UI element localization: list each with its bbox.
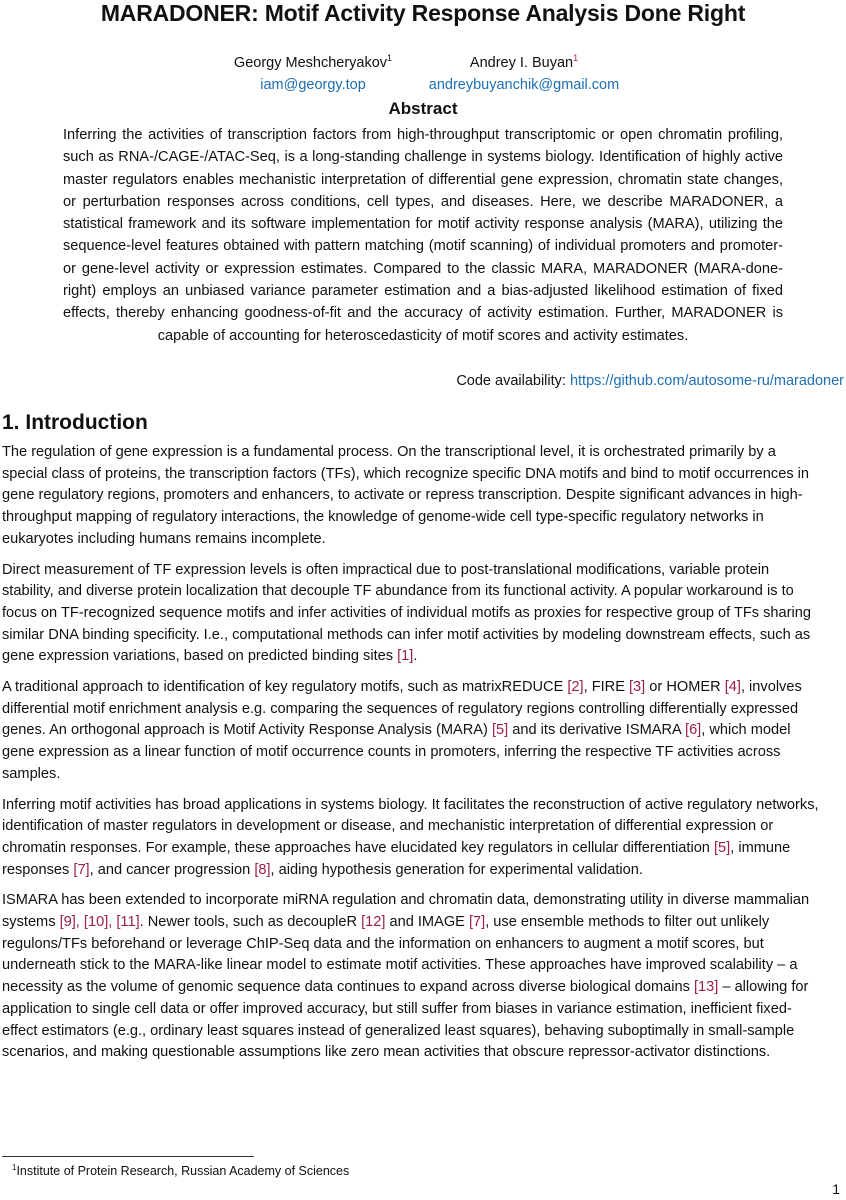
paragraph-text: ISMARA has been extended to incorporate miRNA regulation and chromatin data, demonstrating utility in diverse mammalian systems bbox=[2, 892, 810, 931]
paragraph-text: . Newer tools, such as decoupleR bbox=[139, 914, 362, 931]
author-email-link[interactable]: andreybuyanchik@gmail.com bbox=[428, 76, 620, 93]
author-affiliation-mark: 1 bbox=[387, 53, 393, 63]
code-availability bbox=[456, 373, 844, 389]
introduction-paragraph bbox=[2, 442, 820, 551]
code-availability-label: Code availability: bbox=[456, 373, 566, 389]
author-2 bbox=[404, 48, 644, 96]
affiliation-footnote bbox=[12, 1163, 349, 1178]
author-name-text: Andrey I. Buyan bbox=[469, 54, 574, 71]
paragraph-text: Direct measurement of TF expression levels is often impractical due to post-translational modifications, variable protein stability, and diverse protein localization that decouple TF abundance from its functional activity. A popular workaround is to focus on TF-recognized sequence motifs and infer activities of individual motifs as proxies for respective group of TFs sharing similar DNA binding specificity. I.e., computational methods can infer motif activities by modeling downstream effects, such as gene expression variations, based on predicted binding sites bbox=[2, 561, 811, 665]
code-repository-link[interactable]: https://github.com/autosome-ru/maradoner bbox=[569, 373, 844, 389]
paragraph-text: , use ensemble methods to filter out unlikely regulons/TFs beforehand or leverage ChIP-Seq data and the information on enhancers to augment a motif scores, but underneath stick to the MARA-like linear model to estimate motif activities. These approaches have improved scalability – a necessity as the volume of genomic sequence data continues to expand across diverse biological domains bbox=[2, 914, 798, 996]
citation-link[interactable]: [1] bbox=[397, 648, 414, 665]
author-name-text: Georgy Meshcheryakov bbox=[233, 54, 388, 71]
paragraph-text: , aiding hypothesis generation for experimental validation. bbox=[270, 861, 643, 878]
author-email-link[interactable]: iam@georgy.top bbox=[260, 76, 366, 93]
paragraph-text: and IMAGE bbox=[385, 914, 469, 931]
author-name bbox=[208, 48, 418, 74]
citation-link[interactable]: [8] bbox=[254, 861, 271, 878]
paragraph-text: , which model gene expression as a linear function of motif occurrence counts in promoters, inferring the respective TF activities across samples. bbox=[2, 722, 791, 782]
introduction-paragraph bbox=[2, 560, 820, 669]
introduction-paragraph bbox=[2, 890, 820, 1064]
paragraph-text: , FIRE bbox=[583, 679, 629, 696]
citation-link[interactable]: [13] bbox=[694, 979, 719, 996]
author-1 bbox=[208, 48, 418, 96]
author-name bbox=[404, 48, 644, 74]
paragraph-text: . bbox=[413, 648, 418, 665]
abstract-text: Inferring the activities of transcription factors from high-throughput transcriptomic or open chromatin profiling, such as RNA-/CAGE-/ATAC-Seq, is a long-standing challenge in systems biology. Identification of highly active master regulators enables mechanistic interpretation of differential gene expression, chromatin state changes, or perturbation responses across conditions, cell types, and diseases. Here, we describe MARADONER, a statistical framework and its software implementation for motif activity response analysis (MARA), utilizing the sequence-level features obtained with pattern matching (motif scanning) of individual promoters and promoter- or gene-level activity or expression estimates. Compared to the classic MARA, MARADONER (MARA-done-right) employs an unbiased variance parameter estimation and a bias-adjusted likelihood estimation of fixed effects, thereby enhancing goodness-of-fit and the accuracy of activity estimation. Further, MARADONER is capable of accounting for heteroscedasticity of motif scores and activity estimates. bbox=[63, 127, 783, 344]
paragraph-text: or HOMER bbox=[645, 679, 725, 696]
paragraph-text: , and cancer progression bbox=[89, 861, 255, 878]
introduction-paragraph bbox=[2, 795, 820, 882]
section-heading-introduction bbox=[2, 411, 148, 435]
citation-link[interactable]: [9], [10], [11] bbox=[59, 914, 140, 931]
paragraph-text: – allowing for application to single cell data or offer improved accuracy, but still suffer from biases in variance estimation, inefficient fixed-effect estimators (e.g., ordinary least squares instead of generalized least squares), behaving suboptimally in small-sample scenarios, and making questionable assumptions like zero mean activities that obscure repressor-activator distinctions. bbox=[2, 979, 809, 1061]
paragraph-text: Inferring motif activities has broad applications in systems biology. It facilitates the reconstruction of active regulatory networks, identification of master regulators in development or disease, and mechanistic interpretation of differential expression or chromatin responses. For example, these approaches have elucidated key regulators in cellular differentiation bbox=[2, 796, 819, 856]
footnote-mark: 1 bbox=[12, 1163, 17, 1172]
introduction-paragraph bbox=[2, 677, 820, 786]
citation-link[interactable]: [2] bbox=[567, 679, 584, 696]
paragraph-text: The regulation of gene expression is a fundamental process. On the transcriptional level, it is orchestrated primarily by a special class of proteins, the transcription factors (TFs), which recognize specific DNA motifs and bind to motif occurrences in gene regulatory regions, promoters and enhancers, to activate or repress transcription. Despite significant advances in high-throughput mapping of regulatory interactions, the knowledge of genome-wide cell type-specific regulatory networks in eukaryotes including humans remains incomplete. bbox=[2, 444, 810, 547]
citation-link[interactable]: [5] bbox=[713, 839, 731, 856]
footnote-rule bbox=[2, 1156, 254, 1157]
introduction-body bbox=[2, 442, 820, 1073]
citation-link[interactable]: [5] bbox=[491, 722, 509, 739]
paragraph-text: and its derivative ISMARA bbox=[508, 722, 686, 739]
citation-link[interactable]: [7] bbox=[73, 861, 90, 878]
citation-link[interactable]: [12] bbox=[361, 914, 386, 931]
section-number: 1. bbox=[2, 411, 20, 434]
citation-link[interactable]: [7] bbox=[468, 914, 486, 931]
page-number: 1 bbox=[832, 1181, 840, 1197]
citation-link[interactable]: [6] bbox=[685, 722, 702, 739]
citation-link[interactable]: [4] bbox=[724, 679, 741, 696]
footnote-text: Institute of Protein Research, Russian Academy of Sciences bbox=[16, 1164, 350, 1179]
citation-link[interactable]: [3] bbox=[629, 679, 646, 696]
paragraph-text: , immune responses bbox=[2, 839, 791, 878]
abstract-heading: Abstract bbox=[388, 99, 458, 118]
section-title: Introduction bbox=[25, 411, 148, 434]
paragraph-text: A traditional approach to identification of key regulatory motifs, such as matrixREDUCE bbox=[2, 679, 568, 696]
author-affiliation-mark: 1 bbox=[573, 53, 579, 63]
paragraph-text: , involves differential motif enrichment analysis e.g. comparing the sequences of regulatory regions controlling differentially expressed genes. An orthogonal approach is Motif Activity Response Analysis (MARA) bbox=[2, 679, 802, 739]
paper-title: MARADONER: Motif Activity Response Analysis Done Right bbox=[100, 0, 746, 26]
